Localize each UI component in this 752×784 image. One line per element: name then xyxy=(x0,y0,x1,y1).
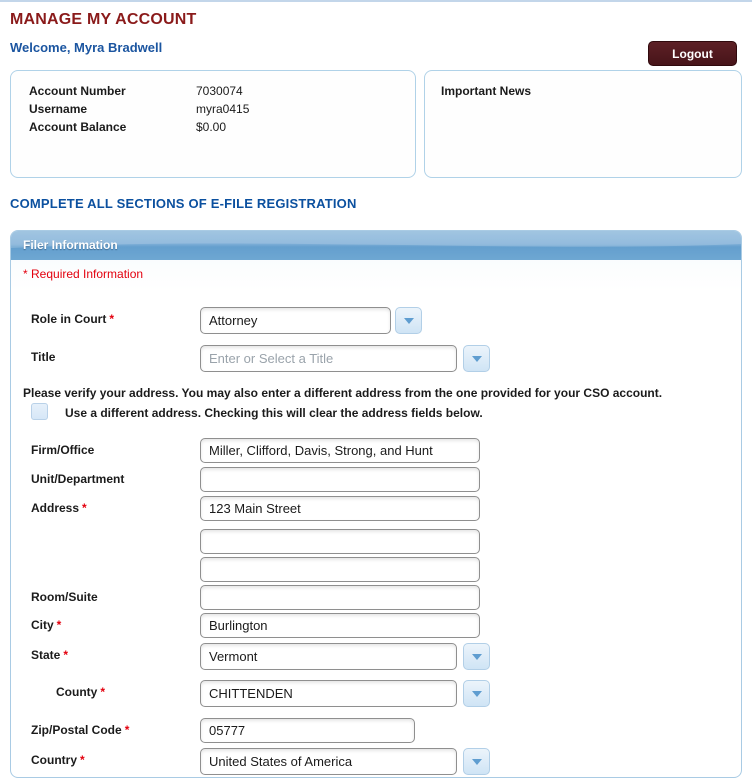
chevron-down-icon xyxy=(404,318,414,324)
title-dropdown-button[interactable] xyxy=(463,345,490,372)
account-summary-box xyxy=(10,70,416,178)
username-row xyxy=(29,102,399,116)
room-suite-input[interactable] xyxy=(200,585,480,610)
account-balance-label: Account Balance xyxy=(29,120,127,134)
welcome-text: Welcome, Myra Bradwell xyxy=(10,40,163,55)
country-label: Country * xyxy=(31,753,85,767)
role-in-court-label: Role in Court * xyxy=(31,312,114,326)
state-dropdown-button[interactable] xyxy=(463,643,490,670)
title-input[interactable] xyxy=(200,345,457,372)
address-label: Address * xyxy=(31,501,87,515)
role-in-court-input[interactable] xyxy=(200,307,391,334)
address-line3-input[interactable] xyxy=(200,557,480,582)
city-label: City * xyxy=(31,618,62,632)
account-number-value: 7030074 xyxy=(196,84,243,98)
header-wave-decoration xyxy=(11,231,741,260)
section-title: Filer Information xyxy=(23,238,118,252)
zip-postal-code-label: Zip/Postal Code * xyxy=(31,723,130,737)
username-value: myra0415 xyxy=(196,102,250,116)
country-dropdown-button[interactable] xyxy=(463,748,490,775)
county-dropdown-button[interactable] xyxy=(463,680,490,707)
chevron-down-icon xyxy=(472,691,482,697)
firm-office-label: Firm/Office xyxy=(31,443,95,457)
chevron-down-icon xyxy=(472,356,482,362)
account-balance-value: $0.00 xyxy=(196,120,227,134)
role-dropdown-button[interactable] xyxy=(395,307,422,334)
account-number-label: Account Number xyxy=(29,84,126,98)
address-line1-input[interactable] xyxy=(200,496,480,521)
county-label: County * xyxy=(56,685,105,699)
important-news-box xyxy=(424,70,742,178)
account-number-row xyxy=(29,84,399,98)
unit-department-input[interactable] xyxy=(200,467,480,492)
zip-postal-code-input[interactable] xyxy=(200,718,415,743)
account-balance-row xyxy=(29,120,399,134)
logout-button[interactable]: Logout xyxy=(648,41,737,66)
state-label: State * xyxy=(31,648,69,662)
filer-information-header xyxy=(11,231,741,260)
unit-department-label: Unit/Department xyxy=(31,472,125,486)
different-address-label: Use a different address. Checking this will clear the address fields below. xyxy=(65,406,483,420)
required-note: * Required Information xyxy=(23,267,144,281)
state-input[interactable] xyxy=(200,643,457,670)
address-line2-input[interactable] xyxy=(200,529,480,554)
different-address-checkbox[interactable] xyxy=(31,403,48,420)
top-accent-strip xyxy=(0,0,752,2)
chevron-down-icon xyxy=(472,654,482,660)
page-title: MANAGE MY ACCOUNT xyxy=(10,11,197,28)
county-input[interactable] xyxy=(200,680,457,707)
country-input[interactable] xyxy=(200,748,457,775)
title-label: Title xyxy=(31,350,56,364)
registration-heading: COMPLETE ALL SECTIONS OF E-FILE REGISTRATION xyxy=(10,196,357,211)
room-suite-label: Room/Suite xyxy=(31,590,98,604)
firm-office-input[interactable] xyxy=(200,438,480,463)
address-instructions: Please verify your address. You may also enter a different address from the one provided for your CSO account. xyxy=(23,386,663,400)
important-news-title: Important News xyxy=(441,84,532,98)
username-label: Username xyxy=(29,102,88,116)
filer-information-panel xyxy=(10,230,742,778)
chevron-down-icon xyxy=(472,759,482,765)
city-input[interactable] xyxy=(200,613,480,638)
